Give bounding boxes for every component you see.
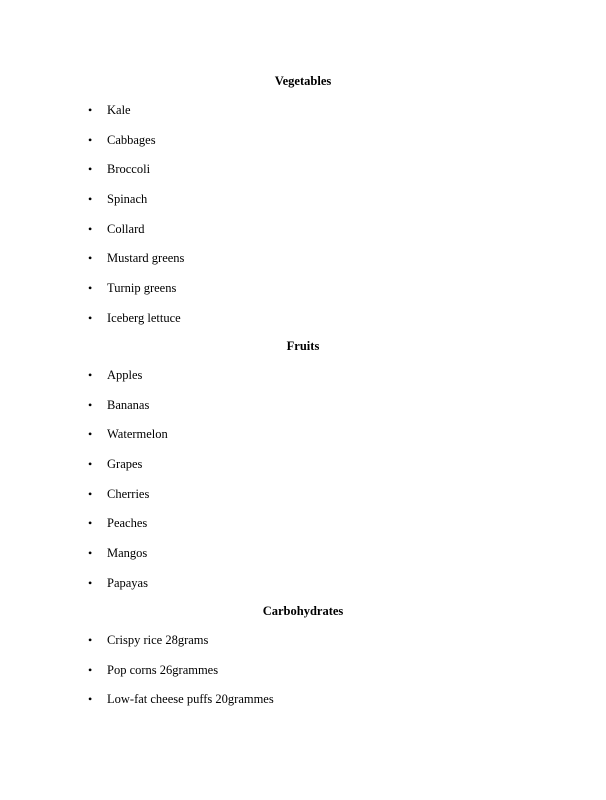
- list-item-text: Papayas: [107, 575, 148, 590]
- bullet-icon: •: [88, 457, 93, 472]
- list-item: [0, 691, 606, 721]
- list-item-text: Pop corns 26grammes: [107, 662, 219, 677]
- bullet-icon: •: [88, 310, 93, 325]
- list-item: [0, 515, 606, 545]
- bullet-icon: •: [88, 221, 93, 236]
- section-carbohydrates: [0, 603, 606, 721]
- list-item-text: Iceberg lettuce: [107, 310, 181, 325]
- list-item: [0, 280, 606, 310]
- section-heading: Carbohydrates: [262, 604, 344, 618]
- list-item: [0, 662, 606, 692]
- list-item: [0, 397, 606, 427]
- bullet-icon: •: [88, 132, 93, 147]
- bullet-icon: •: [88, 662, 93, 677]
- list-item-text: Mangos: [107, 546, 148, 561]
- list-item-text: Collard: [107, 221, 145, 236]
- list-item-text: Spinach: [107, 192, 148, 207]
- list-item-text: Cherries: [107, 486, 150, 501]
- section-heading: Fruits: [286, 339, 320, 353]
- list-item: [0, 575, 606, 605]
- list-item: [0, 632, 606, 662]
- bullet-icon: •: [88, 281, 93, 296]
- fruits-list: [0, 367, 606, 605]
- bullet-icon: •: [88, 633, 93, 647]
- bullet-icon: •: [88, 546, 93, 561]
- list-item: [0, 161, 606, 191]
- list-item-text: Apples: [107, 368, 143, 382]
- list-item-text: Peaches: [107, 516, 148, 531]
- list-item: [0, 132, 606, 162]
- list-item: [0, 456, 606, 486]
- bullet-icon: •: [88, 368, 93, 382]
- list-item: [0, 426, 606, 456]
- list-item-text: Watermelon: [107, 427, 168, 442]
- list-item-text: Mustard greens: [107, 251, 185, 266]
- list-item: [0, 367, 606, 397]
- list-item: [0, 250, 606, 280]
- list-item: [0, 486, 606, 516]
- bullet-icon: •: [88, 516, 93, 531]
- list-item-text: Grapes: [107, 457, 143, 472]
- bullet-icon: •: [88, 397, 93, 412]
- list-item: [0, 221, 606, 251]
- list-item: [0, 310, 606, 340]
- bullet-icon: •: [88, 103, 93, 117]
- list-item-text: Turnip greens: [107, 281, 177, 296]
- list-item-text: Bananas: [107, 397, 150, 412]
- list-item-text: Kale: [107, 103, 131, 117]
- section-heading: Vegetables: [274, 74, 332, 88]
- list-item-text: Crispy rice 28grams: [107, 633, 209, 647]
- bullet-icon: •: [88, 575, 93, 590]
- list-item-text: Low-fat cheese puffs 20grammes: [107, 692, 274, 707]
- bullet-icon: •: [88, 692, 93, 707]
- section-fruits: [0, 338, 606, 605]
- bullet-icon: •: [88, 162, 93, 177]
- list-item: [0, 102, 606, 132]
- list-item: [0, 545, 606, 575]
- section-vegetables: [0, 73, 606, 340]
- list-item-text: Broccoli: [107, 162, 151, 177]
- list-item: [0, 191, 606, 221]
- bullet-icon: •: [88, 427, 93, 442]
- list-item-text: Cabbages: [107, 132, 156, 147]
- bullet-icon: •: [88, 486, 93, 501]
- bullet-icon: •: [88, 192, 93, 207]
- carbohydrates-list: [0, 632, 606, 721]
- bullet-icon: •: [88, 251, 93, 266]
- vegetables-list: [0, 102, 606, 340]
